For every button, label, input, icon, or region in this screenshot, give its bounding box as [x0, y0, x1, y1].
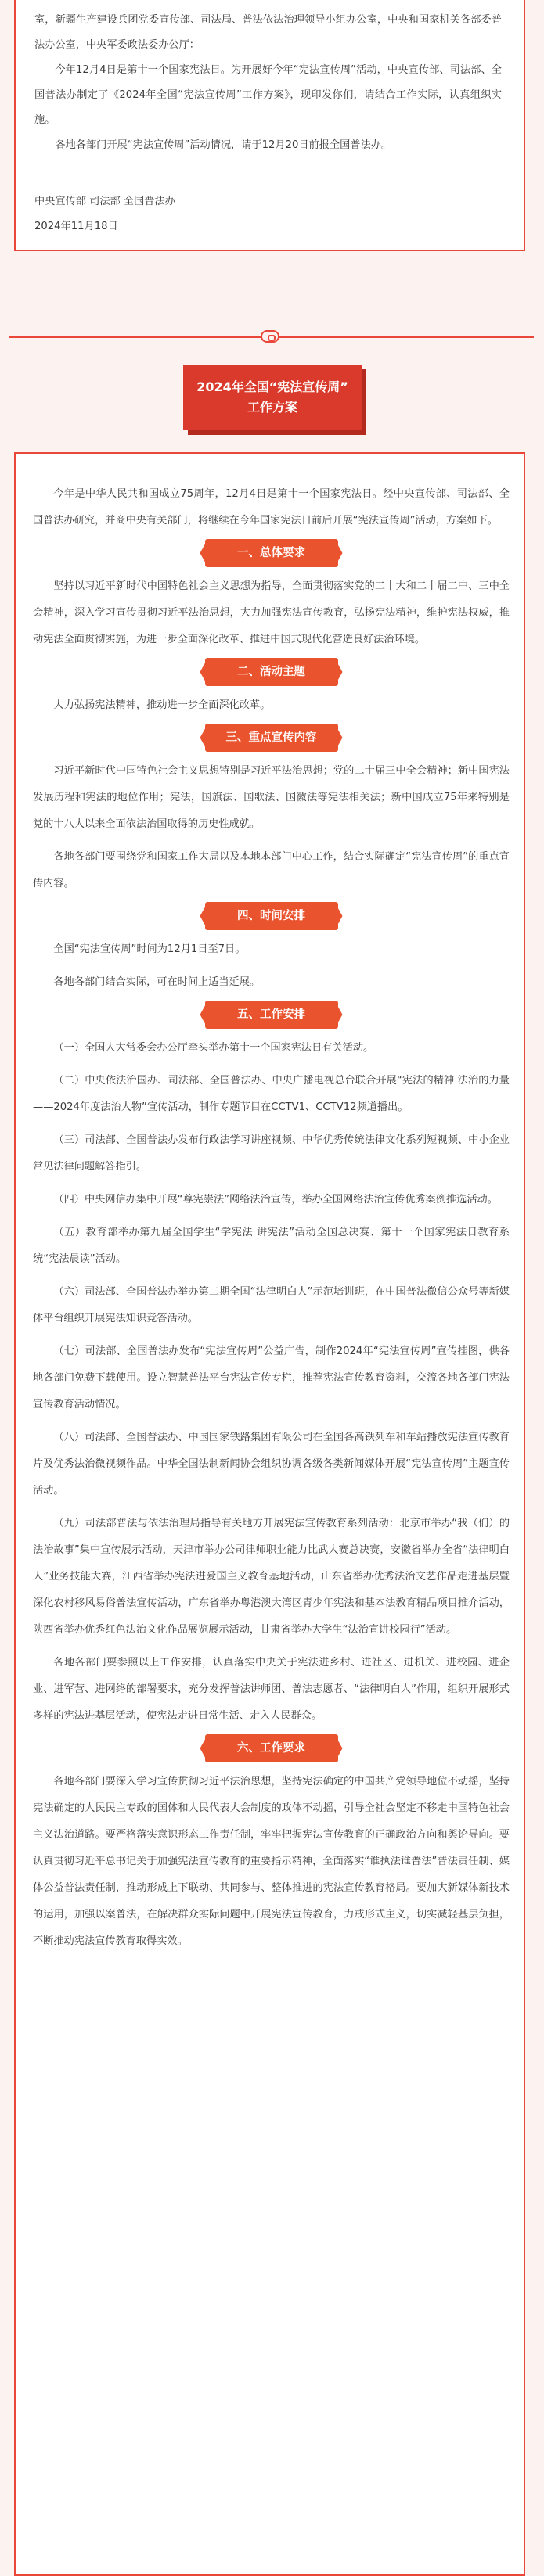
notice-signature: 中央宣传部 司法部 全国普法办: [34, 196, 175, 207]
notice-paragraph: 今年12月4日是第十一个国家宪法日。为开展好今年“宪法宣传周”活动，中央宣传部、司法部、全国普法办制定了《2024年全国“宪法宣传周”工作方案》，现印发你们，请结合工作实际，认真组织实施。: [34, 64, 502, 126]
section-paragraph: （五）教育部举办第九届全国学生“学宪法 讲宪法”活动全国总决赛、第十一个国家宪法日教育系统“宪法晨读”活动。: [33, 1227, 510, 1265]
section-paragraph: （一）全国人大常委会办公厅牵头举办第十一个国家宪法日有关活动。: [53, 1042, 374, 1054]
section-paragraph: （二）中央依法治国办、司法部、全国普法办、中央广播电视总台联合开展“宪法的精神 法治的力量——2024年度法治人物”宣传活动，制作专题节目在CCTV1、CCTV12频道播出。: [33, 1075, 510, 1113]
plan-title-line2: 工作方案: [247, 400, 297, 415]
section-paragraph: 各地各部门要围绕党和国家工作大局以及本地本部门中心工作，结合实际确定“宪法宣传周”的重点宣传内容。: [33, 851, 510, 889]
notice-paragraph: 各地各部门开展“宪法宣传周”活动情况，请于12月20日前报全国普法办。: [55, 139, 392, 151]
section-paragraph: （八）司法部、全国普法办、中国国家铁路集团有限公司在全国各高铁列车和车站播放宪法宣传教育片及优秀法治微视频作品。中华全国法制新闻协会组织协调各级各类新闻媒体开展“宪法宣传周”主题宣传活动。: [33, 1432, 510, 1496]
notice-date: 2024年11月18日: [34, 221, 118, 232]
section-heading: 四、时间安排: [205, 902, 338, 930]
section-paragraph: （六）司法部、全国普法办举办第二期全国“法律明白人”示范培训班，在中国普法微信公众号等新媒体平台组织开展宪法知识竞答活动。: [33, 1286, 510, 1324]
notice-card: [14, 0, 525, 251]
section-heading: 三、重点宣传内容: [205, 724, 338, 752]
plan-title-line1: 2024年全国“宪法宣传周”: [196, 379, 348, 394]
section-paragraph: 各地各部门要参照以上工作安排，认真落实中央关于宪法进乡村、进社区、进机关、进校园、进企业、进军营、进网络的部署要求，充分发挥普法讲师团、普法志愿者、“法律明白人”作用，组织开展形式多样的宪法进基层活动，使宪法走进日常生活、走入人民群众。: [33, 1657, 510, 1722]
section-paragraph: （七）司法部、全国普法办发布“宪法宣传周”公益广告，制作2024年“宪法宣传周”宣传挂图，供各地各部门免费下载使用。设立智慧普法平台宪法宣传专栏，推荐宪法宣传教育资料，交流各地各部门宪法宣传教育活动情况。: [33, 1345, 510, 1410]
section-paragraph: 坚持以习近平新时代中国特色社会主义思想为指导，全面贯彻落实党的二十大和二十届二中、三中全会精神，深入学习宣传贯彻习近平法治思想，大力加强宪法宣传教育，弘扬宪法精神，维护宪法权威，推动宪法全面贯彻实施，为进一步全面深化改革、推进中国式现代化营造良好法治环境。: [33, 580, 510, 645]
section-heading: 一、总体要求: [205, 539, 338, 567]
section-paragraph: 各地各部门结合实际，可在时间上适当延展。: [53, 976, 261, 988]
section-paragraph: 习近平新时代中国特色社会主义思想特别是习近平法治思想；党的二十届三中全会精神；新中国宪法发展历程和宪法的地位作用；宪法，国旗法、国歌法、国徽法等宪法相关法；新中国成立75年来特别是党的十八大以来全面依法治国取得的历史性成就。: [33, 765, 510, 830]
section-paragraph: 全国“宪法宣传周”时间为12月1日至7日。: [53, 943, 246, 955]
section-paragraph: （三）司法部、全国普法办发布行政法学习讲座视频、中华优秀传统法律文化系列短视频、中小企业常见法律问题解答指引。: [33, 1134, 510, 1173]
plan-title-banner: [183, 365, 362, 430]
section-paragraph: 各地各部门要深入学习宣传贯彻习近平法治思想，坚持宪法确定的中国共产党领导地位不动摇，坚持宪法确定的人民民主专政的国体和人民代表大会制度的政体不动摇，引导全社会坚定不移走中国特色社会主义法治道路。要严格落实意识形态工作责任制，牢牢把握宪法宣传教育的正确政治方向和舆论导向。要认真贯彻习近平总书记关于加强宪法宣传教育的重要指示精神，全面落实“谁执法谁普法”普法责任制、媒体公益普法责任制，推动形成上下联动、共同参与、整体推进的宪法宣传教育格局。要加大新媒体新技术的运用，加强以案普法，在解决群众实际问题中开展宪法宣传教育，力戒形式主义，切实减轻基层负担，不断推动宪法宣传教育取得实效。: [33, 1776, 510, 1947]
plan-intro: 今年是中华人民共和国成立75周年，12月4日是第十一个国家宪法日。经中央宣传部、司法部、全国普法办研究，并商中央有关部门，将继续在今年国家宪法日前后开展“宪法宣传周”活动，方案如下。: [33, 488, 510, 526]
section-heading: 二、活动主题: [205, 658, 338, 686]
section-paragraph: （九）司法部普法与依法治理局指导有关地方开展宪法宣传教育系列活动：北京市举办“我（们）的法治故事”集中宣传展示活动，天津市举办公司律师职业能力比武大赛总决赛，安徽省举办全省“法律明白人”业务技能大赛，江西省举办宪法进爱国主义教育基地活动，山东省举办优秀法治文艺作品走进基层暨深化农村移风易俗普法宣传活动，广东省举办粤港澳大湾区青少年宪法和基本法教育精品项目推介活动，陕西省举办优秀红色法治文化作品展览展示活动，甘肃省举办大学生“法治宣讲校园行”活动。: [33, 1518, 510, 1636]
section-paragraph: （四）中央网信办集中开展“尊宪崇法”网络法治宣传，举办全国网络法治宣传优秀案例推选活动。: [53, 1194, 498, 1205]
section-heading: 五、工作安排: [205, 1001, 338, 1029]
section-paragraph: 大力弘扬宪法精神，推动进一步全面深化改革。: [53, 699, 271, 711]
plan-card: [14, 452, 525, 2576]
section-heading: 六、工作要求: [205, 1734, 338, 1762]
notice-paragraph: 室，新疆生产建设兵团党委宣传部、司法局、普法依法治理领导小组办公室，中央和国家机关各部委普法办公室，中央军委政法委办公厅：: [34, 14, 502, 51]
divider-knot-icon: [261, 330, 279, 343]
